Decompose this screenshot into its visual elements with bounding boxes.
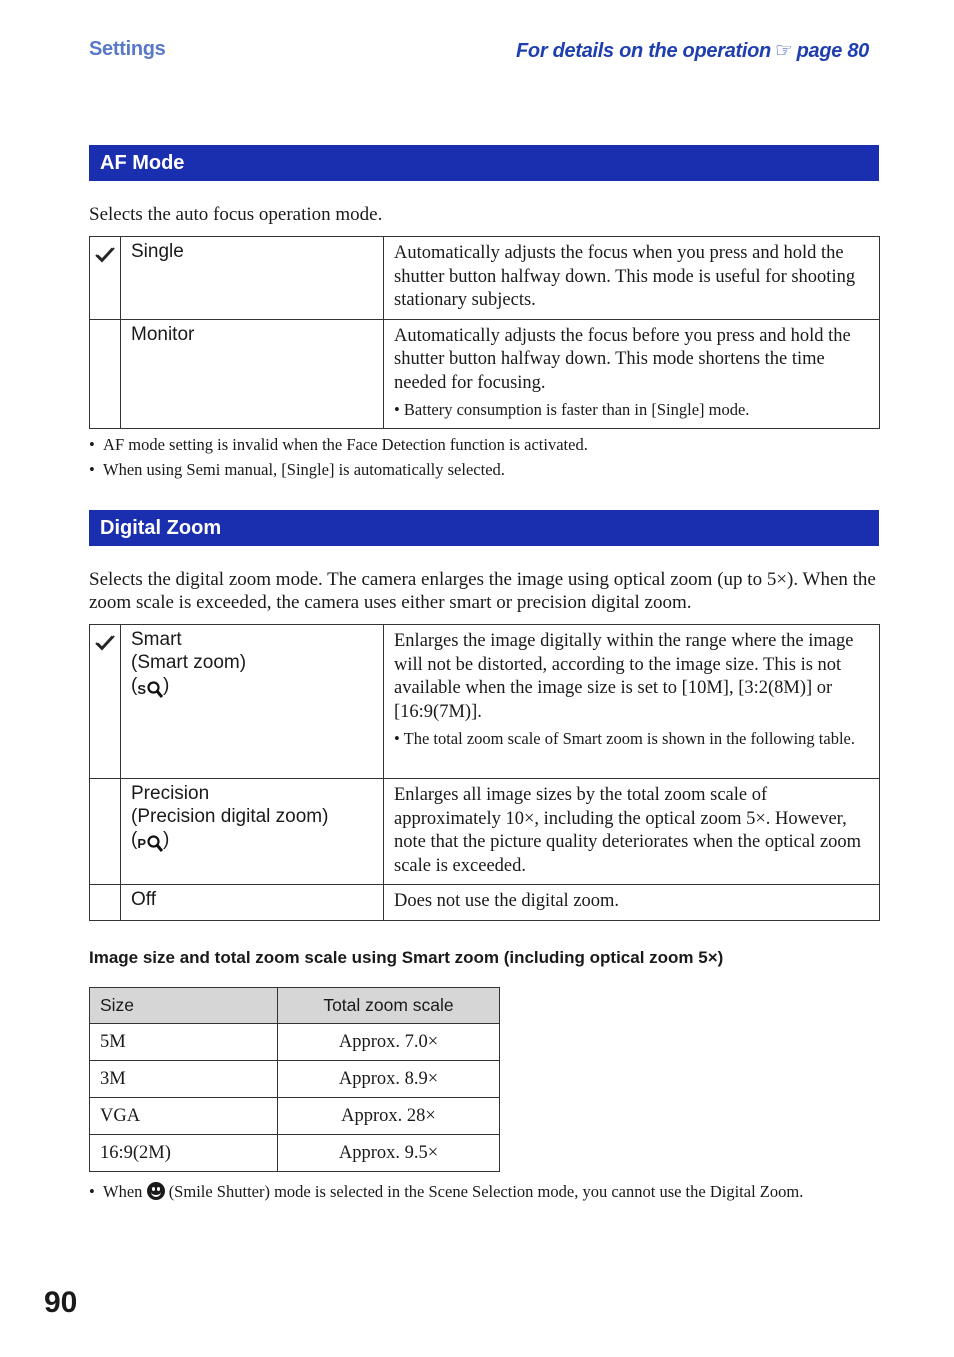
- smart-zoom-symbol: ( S ): [131, 674, 383, 701]
- zoom-cell: Approx. 9.5×: [278, 1135, 500, 1172]
- table-row: [90, 1024, 500, 1061]
- size-cell: VGA: [90, 1098, 278, 1135]
- default-check-cell: [90, 237, 121, 320]
- zoom-cell: Approx. 7.0×: [278, 1024, 500, 1061]
- option-name-cell: [121, 625, 384, 779]
- option-name: Precision: [131, 783, 210, 804]
- page-number: 90: [44, 1286, 78, 1319]
- precision-zoom-symbol: ( P ): [131, 828, 383, 855]
- table-row: [90, 1135, 500, 1172]
- table-row: [90, 319, 880, 428]
- details-prefix: For details on the operation: [516, 40, 771, 62]
- option-description-text: Enlarges the image digitally within the range where the image will not be distorted, according to the image size. This is not available when the image size is set to [10M], [3:2(8M)] or [16:9(7M)].: [394, 631, 854, 722]
- af-mode-options-table: [89, 236, 880, 429]
- option-note: • Battery consumption is faster than in [Single] mode.: [394, 400, 750, 419]
- table-row: [90, 625, 880, 779]
- option-description: [384, 885, 880, 921]
- note-text-before: When: [103, 1182, 143, 1201]
- check-mark-icon: [94, 245, 116, 265]
- precision-zoom-icon: [137, 832, 163, 855]
- zoom-icon-letter: P: [137, 836, 146, 851]
- option-description: [384, 779, 880, 885]
- table-row: [90, 885, 880, 921]
- empty-check-cell: [90, 885, 121, 921]
- zoom-scale-table: [89, 987, 500, 1172]
- option-subname: (Precision digital zoom): [131, 806, 329, 827]
- option-description-text: Automatically adjusts the focus before you press and hold the shutter button halfway down. This mode shortens the time needed for focusing.: [394, 325, 851, 393]
- smile-shutter-note: • When (Smile Shutter) mode is selected in the Scene Selection mode, you cannot use the Digital Zoom.: [89, 1182, 804, 1201]
- zoom-cell: Approx. 28×: [278, 1098, 500, 1135]
- table-row: [90, 1098, 500, 1135]
- digital-zoom-heading: Digital Zoom: [89, 510, 879, 546]
- digital-zoom-options-table: [89, 624, 880, 921]
- table-row: [90, 1061, 500, 1098]
- zoom-table-heading: Image size and total zoom scale using Smart zoom (including optical zoom 5×): [89, 948, 724, 967]
- table-row: [90, 237, 880, 320]
- running-header-section: Settings: [89, 38, 166, 60]
- option-description: [384, 625, 880, 779]
- digital-zoom-intro: Selects the digital zoom mode. The camera enlarges the image using optical zoom (up to 5×). When the zoom scale is exceeded, the camera uses either smart or precision digital zoom.: [89, 569, 876, 613]
- smart-zoom-icon: [137, 678, 163, 701]
- option-description-text: Does not use the digital zoom.: [394, 891, 620, 911]
- option-name: Smart: [131, 629, 182, 650]
- option-description-text: Automatically adjusts the focus when you press and hold the shutter button halfway down. This mode is useful for shooting stationary subjects.: [394, 243, 856, 310]
- option-description: [384, 237, 880, 320]
- details-page-link[interactable]: page 80: [796, 40, 869, 62]
- note-text: When using Semi manual, [Single] is automatically selected.: [103, 460, 505, 479]
- check-mark-icon: [94, 633, 116, 653]
- option-subname: (Smart zoom): [131, 652, 247, 673]
- af-note-1: • AF mode setting is invalid when the Face Detection function is activated.: [89, 435, 588, 454]
- zoom-icon-letter: S: [137, 682, 146, 697]
- af-mode-heading: AF Mode: [89, 145, 879, 181]
- running-header-details: [516, 38, 869, 63]
- af-mode-intro: Selects the auto focus operation mode.: [89, 204, 383, 225]
- note-text-after: (Smile Shutter) mode is selected in the Scene Selection mode, you cannot use the Digital Zoom.: [168, 1182, 804, 1201]
- size-cell: 5M: [90, 1024, 278, 1061]
- option-note-text: Battery consumption is faster than in [Single] mode.: [403, 400, 750, 419]
- column-header-total-zoom: Total zoom scale: [278, 988, 500, 1024]
- note-text: AF mode setting is invalid when the Face Detection function is activated.: [103, 435, 588, 454]
- zoom-cell: Approx. 8.9×: [278, 1061, 500, 1098]
- column-header-size: Size: [90, 988, 278, 1024]
- option-name: Single: [121, 237, 384, 320]
- option-name: Off: [121, 885, 384, 921]
- empty-check-cell: [90, 319, 121, 428]
- option-note: • The total zoom scale of Smart zoom is shown in the following table.: [394, 729, 855, 748]
- size-cell: 3M: [90, 1061, 278, 1098]
- option-description: [384, 319, 880, 428]
- pointing-hand-icon: ☞: [774, 40, 793, 62]
- option-description-text: Enlarges all image sizes by the total zoom scale of approximately 10×, including the optical zoom 5×. However, note that the picture quality deteriorates when the optical zoom scale is exceeded.: [394, 785, 861, 876]
- size-cell: 16:9(2M): [90, 1135, 278, 1172]
- default-check-cell: [90, 625, 121, 779]
- option-name-cell: [121, 779, 384, 885]
- option-name: Monitor: [121, 319, 384, 428]
- af-note-2: • When using Semi manual, [Single] is automatically selected.: [89, 460, 505, 479]
- option-note-text: The total zoom scale of Smart zoom is shown in the following table.: [403, 729, 855, 748]
- table-header-row: [90, 988, 500, 1024]
- table-row: [90, 779, 880, 885]
- empty-check-cell: [90, 779, 121, 885]
- smile-shutter-icon: [147, 1182, 165, 1200]
